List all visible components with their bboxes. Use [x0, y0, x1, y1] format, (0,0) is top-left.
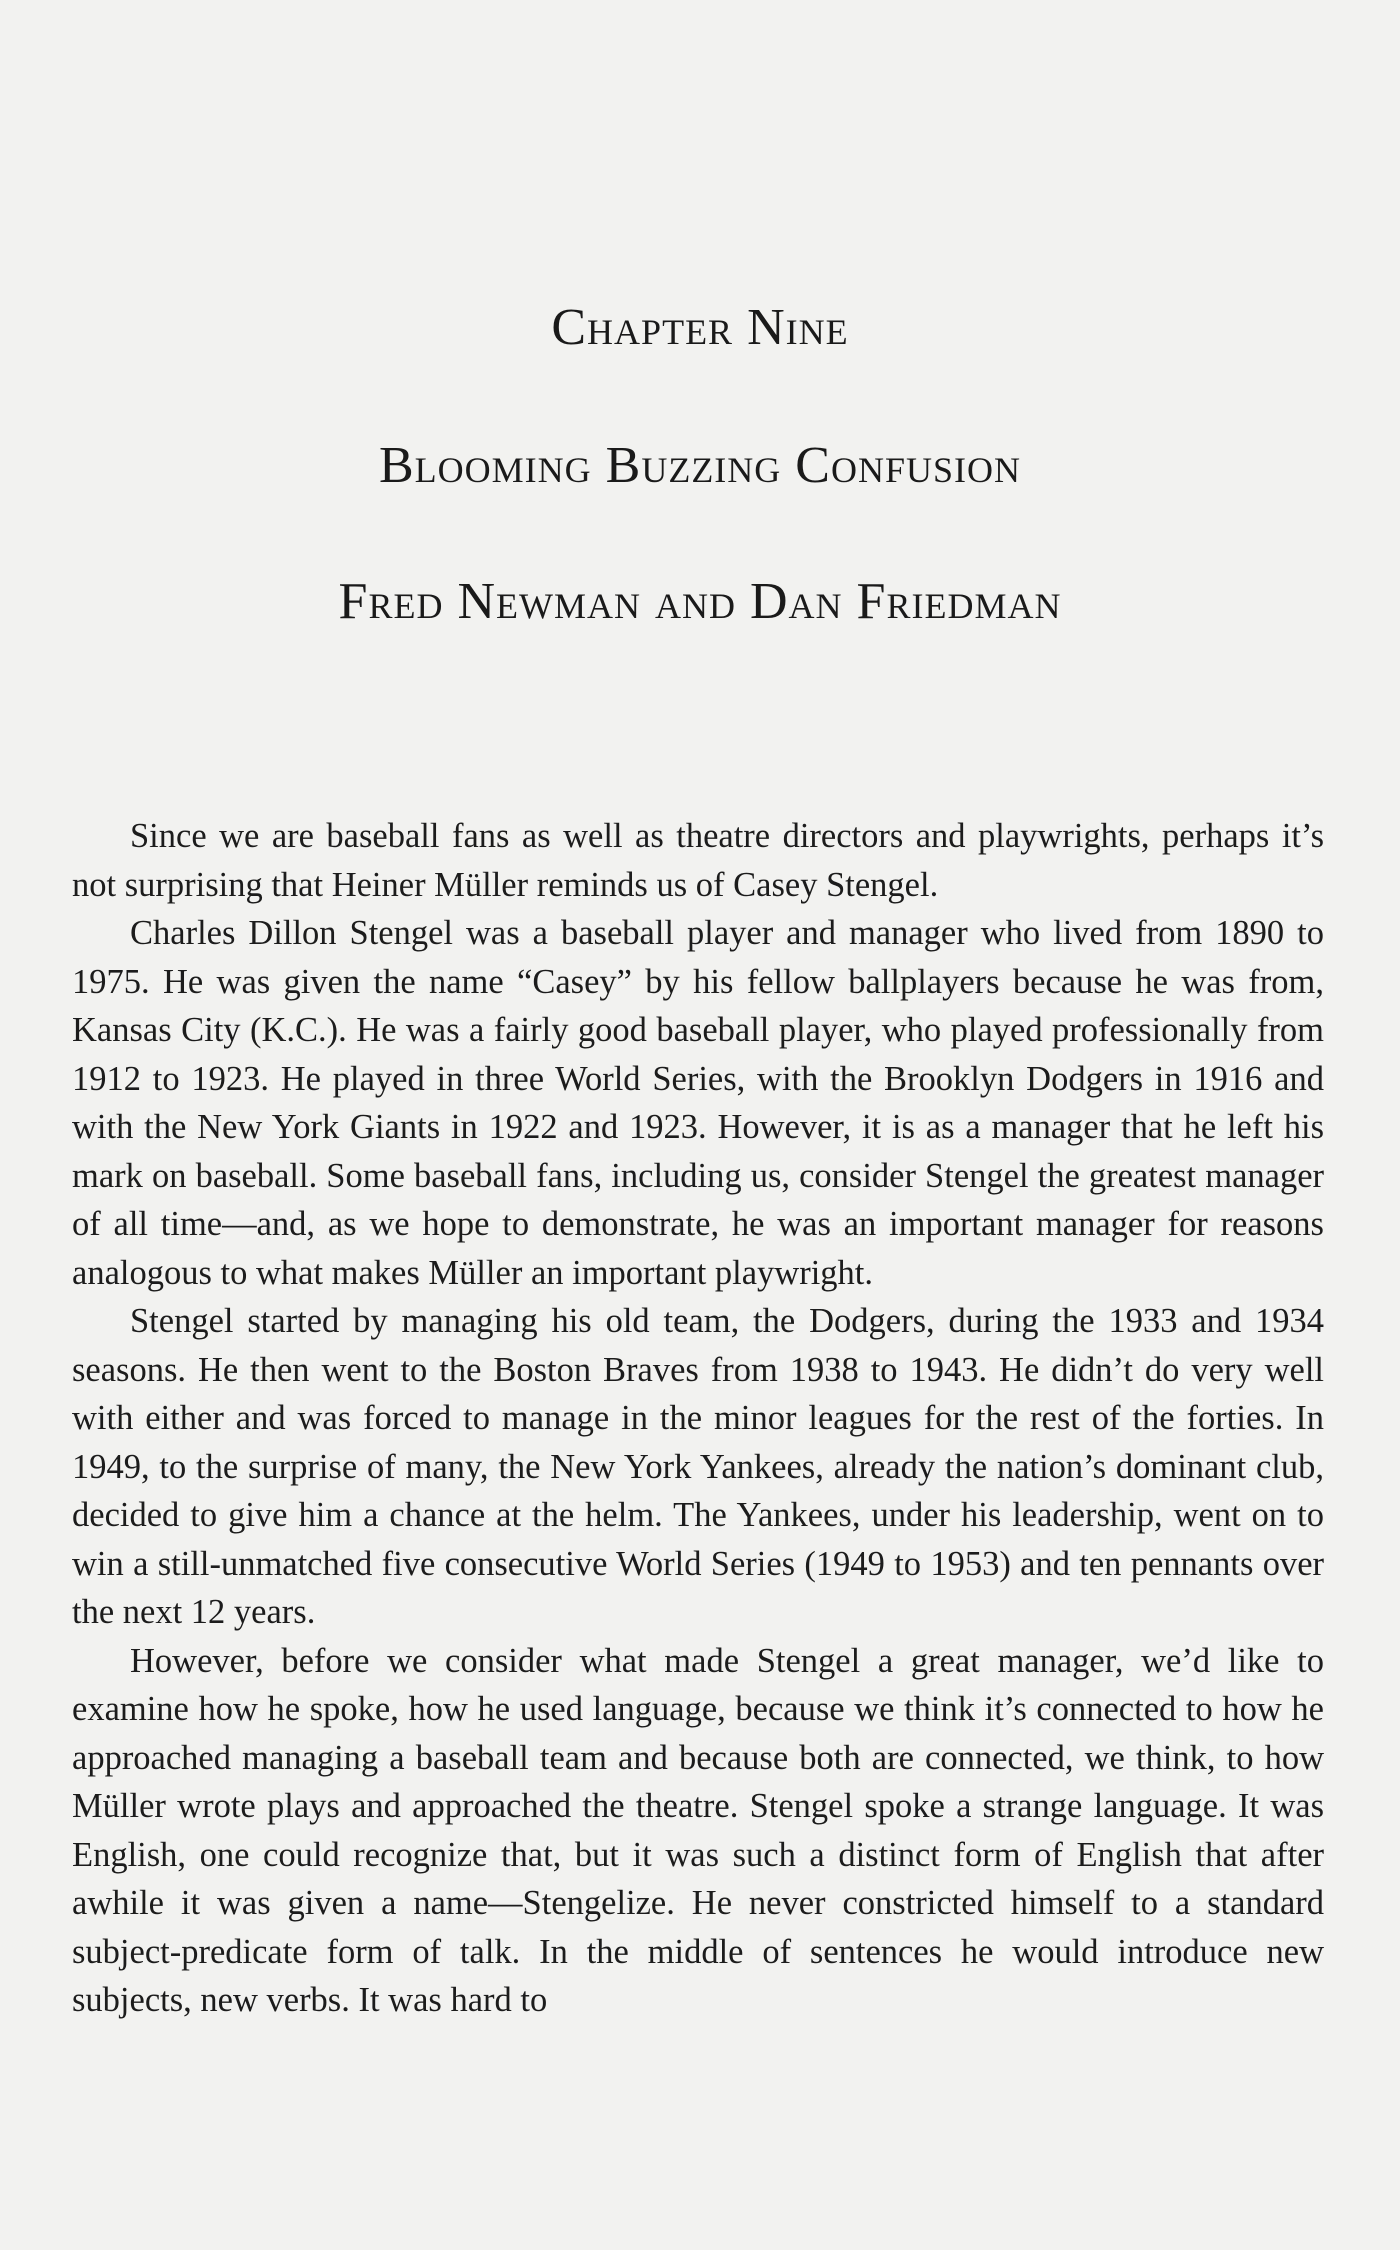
paragraph: Since we are baseball fans as well as theatre directors and playwrights, perhaps it’s not surprising that Heiner Müller reminds us of Casey Stengel.	[72, 817, 1324, 904]
body-text	[72, 812, 1324, 2025]
paragraph: Stengel started by managing his old team, the Dodgers, during the 1933 and 1934 seasons. He then went to the Boston Braves from 1938 to 1943. He didn’t do very well with either and was forced to manage in the minor leagues for the rest of the forties. In 1949, to the surprise of many, the New York Yankees, already the nation’s dominant club, decided to give him a chance at the helm. The Yankees, under his leadership, went on to win a still-unmatched five consecutive World Series (1949 to 1953) and ten pennants over the next 12 years.	[72, 1302, 1324, 1631]
chapter-title: Chapter Nine	[551, 299, 849, 356]
paragraph: However, before we consider what made Stengel a great manager, we’d like to examine how he spoke, how he used language, because we think it’s connected to how he approached managing a baseball team and because both are connected, we think, to how Müller wrote plays and approached the theatre. Stengel spoke a strange language. It was English, one could recognize that, but it was such a distinct form of English that after awhile it was given a name—Stengelize. He never constricted himself to a standard subject-predicate form of talk. In the middle of sentences he would introduce new subjects, new verbs. It was hard to	[72, 1641, 1324, 2019]
paragraph: Charles Dillon Stengel was a baseball player and manager who lived from 1890 to 1975. He was given the name “Casey” by his fellow ballplayers because he was from, Kansas City (K.C.). He was a fairly good baseball player, who played professionally from 1912 to 1923. He played in three World Series, with the Brooklyn Dodgers in 1916 and with the New York Giants in 1922 and 1923. However, it is as a manager that he left his mark on baseball. Some baseball fans, including us, consider Stengel the greatest manager of all time—and, as we hope to demonstrate, he was an important manager for reasons analogous to what makes Müller an important playwright.	[72, 914, 1324, 1292]
authors-line: Fred Newman and Dan Friedman	[338, 573, 1062, 630]
essay-title: Blooming Buzzing Confusion	[378, 437, 1021, 494]
